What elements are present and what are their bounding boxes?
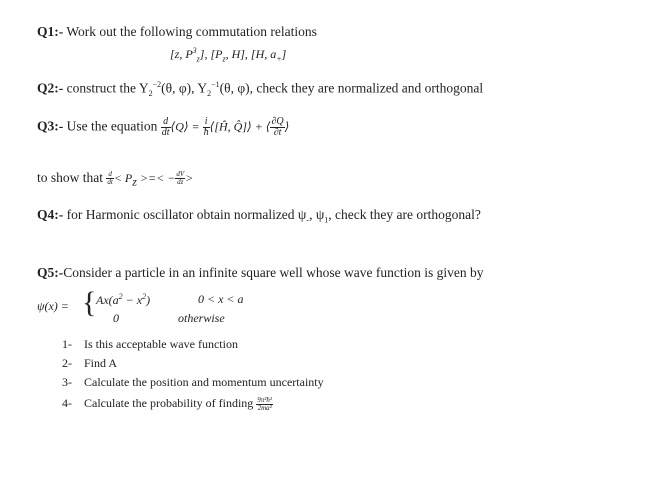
q3-show-line: to show that $\frac{d}{dt}$ < $P_z$ >=< − $\frac{dV}{dz}$ > [37,170,194,189]
q5-cond2: otherwise [178,311,225,325]
list-item: 3- Calculate the position and momentum uncertainty [62,375,324,389]
q3-line: Q3:- Use the equation $\frac{d}{dt}$ ⟨Q⟩ = $\frac{i}{ħ}$ ⟨[Ĥ, Q̂]⟩ + ⟨ $\frac{\partial Q}{\partial t}$ ⟩ [37,116,290,138]
q1-label: Q1:- [37,24,64,39]
q4-line: Q4:- for Harmonic oscillator obtain normalized $\psi_-$, $\psi_1$, check they are orthogonal? [37,207,481,225]
probability-fraction: $\frac{\text{9π²ħ²}}{\text{2ma²}}$ [257,395,273,412]
q5-case2: 0 [113,311,119,325]
list-item: 2- Find A [62,356,118,370]
q3-frac-dq: $\frac{\partial Q}{\partial t}$ [271,116,284,138]
q2-line: Q2:- construct the $Y_2^{-2}(\theta$, φ), $Y_2^{-1}(\theta$, φ), check they are normalized and orthogonal [37,80,484,99]
q2-label: Q2:- [37,80,64,96]
q1-line [37,24,317,40]
q4-label: Q4:- [37,207,64,222]
q3-frac-d: $\frac{d}{dt}$ [161,116,170,138]
q1-relations: [z, $P^3_z$], [$P_z$, H], [H, $a_+$] [170,46,287,64]
list-item: 1- Is this acceptable wave function [62,337,238,351]
q3-frac-i: $\frac{i}{ħ}$ [203,116,209,138]
q3-show-frac-d: $\frac{d}{dt}$ [107,170,113,187]
q3-show-frac-dv: $\frac{dV}{dz}$ [176,170,185,187]
q5-case1: $Ax(a^2 - x^2)$ [96,292,151,307]
q5-label: Q5:- [37,265,64,280]
list-item: 4- Calculate the probability of finding $\frac{\text{9π²ħ²}}{\text{2ma²}}$ [62,395,273,412]
q5-line: Q5:-Consider a particle in an infinite square well whose wave function is given by [37,265,484,280]
left-brace: { [82,286,97,319]
q1-text: Work out the following commutation relations [66,24,317,39]
q5-cond1: 0 < x < a [198,292,244,306]
q3-label: Q3:- [37,118,64,134]
q5-psi: ψ(x) = [37,299,69,313]
